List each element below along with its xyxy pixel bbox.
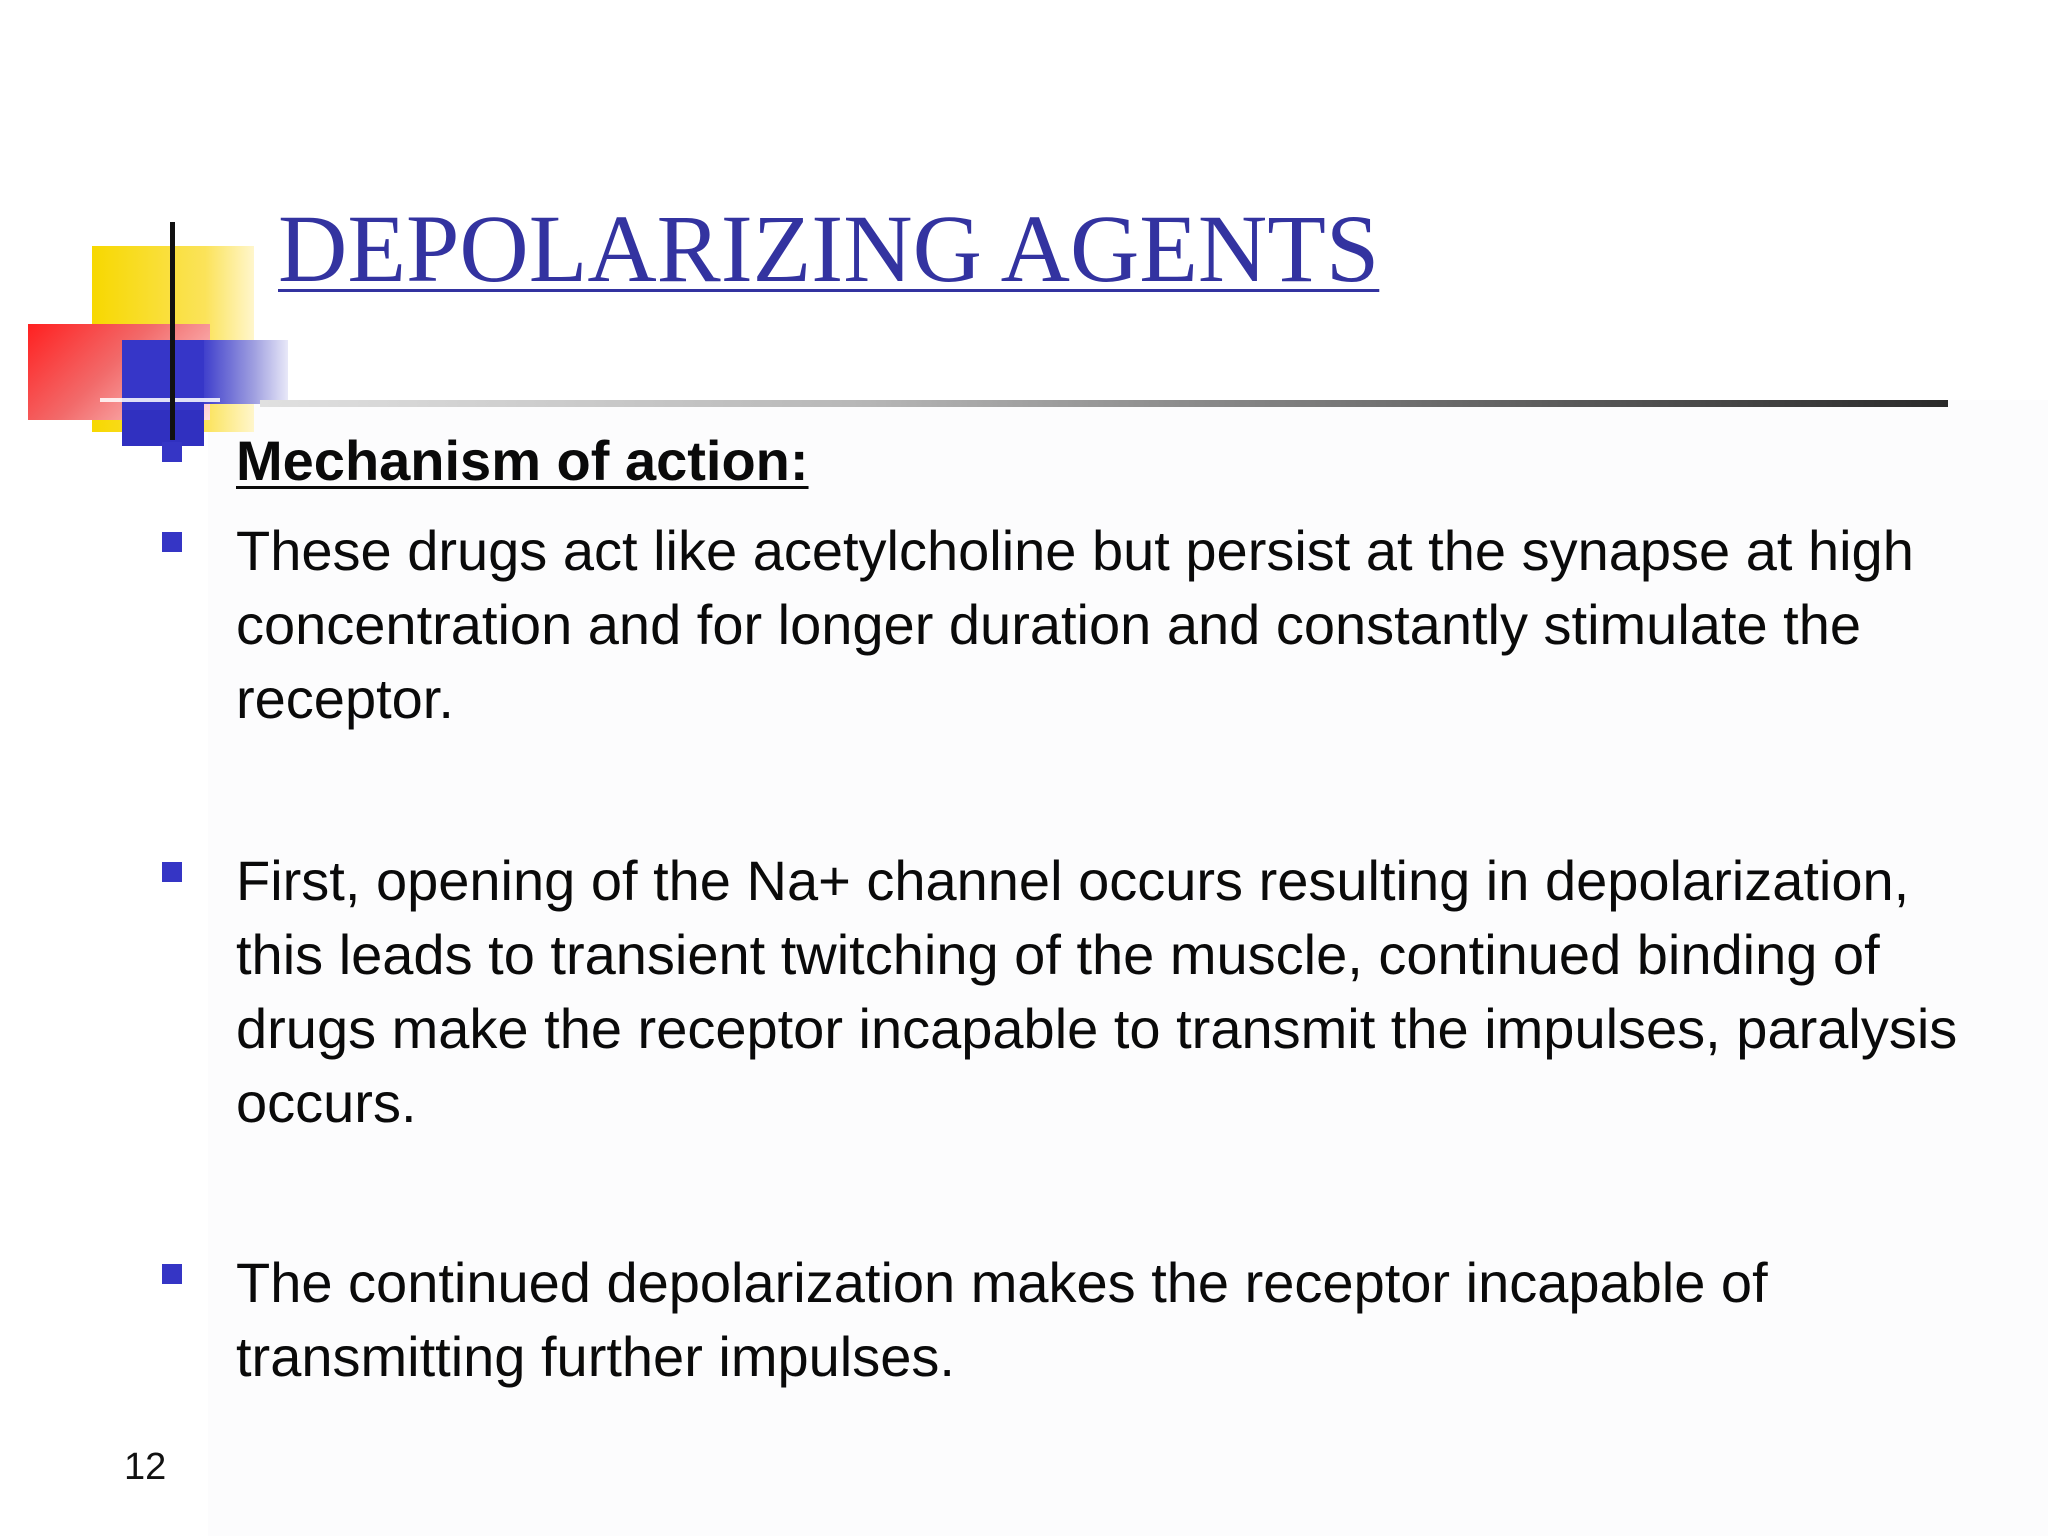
- blue-gradient-block: [204, 340, 288, 404]
- slide-title: DEPOLARIZING AGENTS: [278, 195, 1380, 302]
- bullet-item: These drugs act like acetylcholine but persist at the synapse at high concentration and for longer duration and constantly stimulate the receptor.: [236, 519, 1914, 730]
- square-bullet-icon: [162, 532, 182, 552]
- blue-lower-block: [122, 410, 204, 446]
- logo-horizontal-line: [100, 398, 220, 402]
- page-number: 12: [124, 1446, 167, 1488]
- bullet-item: The continued depolarization makes the receptor incapable of transmitting further impulses.: [236, 1251, 1768, 1388]
- square-bullet-icon: [162, 1264, 182, 1284]
- title-divider: [260, 400, 1948, 407]
- bullet-heading: [236, 424, 1976, 498]
- square-bullet-icon: [162, 442, 182, 462]
- logo-vertical-line: [170, 222, 175, 440]
- mechanism-heading: Mechanism of action:: [236, 429, 809, 492]
- bullet-item: First, opening of the Na+ channel occurs resulting in depolarization, this leads to transient twitching of the muscle, continued binding of drugs make the receptor incapable to transmit the impulses, paralysis occurs.: [236, 849, 1958, 1134]
- square-bullet-icon: [162, 862, 182, 882]
